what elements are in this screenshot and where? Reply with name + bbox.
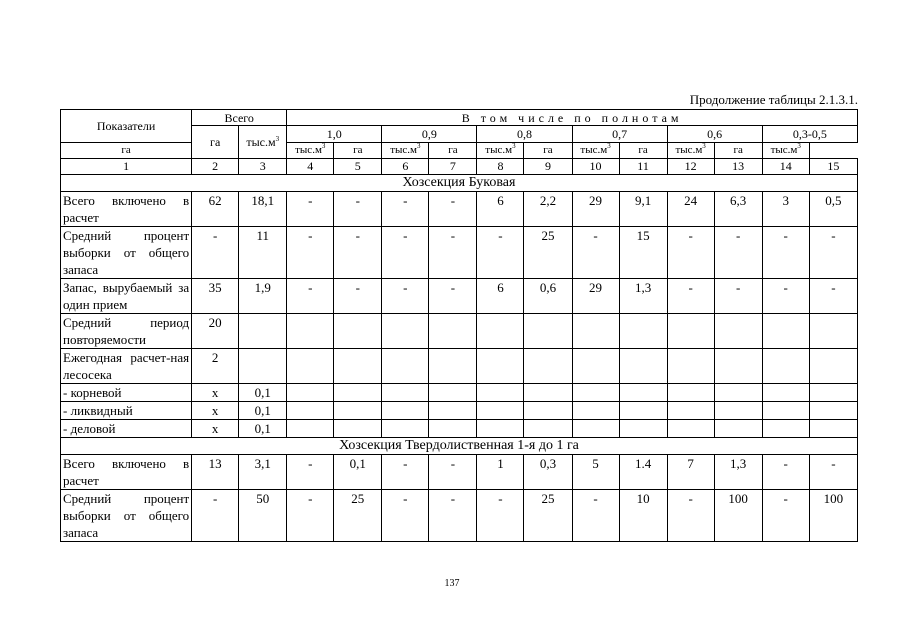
- table-cell: [524, 402, 572, 420]
- table-cell: [429, 349, 477, 384]
- table-cell: [762, 402, 809, 420]
- column-number-cell: 15: [809, 159, 857, 175]
- table-cell: -: [382, 455, 429, 490]
- table-cell: х: [192, 384, 239, 402]
- table-cell: [287, 420, 334, 438]
- density-header: 0,9: [382, 126, 477, 143]
- row-label: - деловой: [61, 420, 192, 438]
- table-cell: 35: [192, 279, 239, 314]
- table-cell: [524, 420, 572, 438]
- table-cell: 29: [572, 279, 619, 314]
- table-cell: -: [477, 227, 524, 279]
- table-cell: 1,9: [239, 279, 287, 314]
- table-cell: -: [287, 227, 334, 279]
- table-cell: [762, 349, 809, 384]
- table-cell: [429, 384, 477, 402]
- table-cell: -: [714, 279, 762, 314]
- table-cell: [667, 314, 714, 349]
- table-cell: 0,1: [239, 384, 287, 402]
- table-cell: 0,5: [809, 192, 857, 227]
- table-cell: [714, 384, 762, 402]
- density-header: 1,0: [287, 126, 382, 143]
- table-cell: х: [192, 420, 239, 438]
- row-label: - ликвидный: [61, 402, 192, 420]
- table-cell: [714, 349, 762, 384]
- table-cell: -: [429, 455, 477, 490]
- indicators-header: Показатели: [61, 110, 192, 143]
- column-number-cell: 3: [239, 159, 287, 175]
- table-cell: х: [192, 402, 239, 420]
- table-cell: -: [572, 227, 619, 279]
- row-label: Средний период повторяемости: [61, 314, 192, 349]
- table-cell: -: [429, 227, 477, 279]
- table-cell: [382, 384, 429, 402]
- unit-ha-cell: га: [334, 143, 382, 159]
- table-cell: 25: [524, 227, 572, 279]
- table-row: [61, 455, 858, 490]
- table-cell: [809, 384, 857, 402]
- table-row: [61, 349, 858, 384]
- table-cell: 7: [667, 455, 714, 490]
- column-number-cell: 2: [192, 159, 239, 175]
- table-cell: [239, 314, 287, 349]
- unit-volume-cell: $тыс.м^3$: [572, 143, 619, 159]
- table-cell: [382, 420, 429, 438]
- table-cell: 1.4: [619, 455, 667, 490]
- row-label: Средний процент выборки от общего запаса: [61, 227, 192, 279]
- table-cell: [477, 349, 524, 384]
- table-cell: [287, 402, 334, 420]
- table-row: [61, 420, 858, 438]
- table-cell: -: [382, 490, 429, 542]
- table-cell: 1,3: [619, 279, 667, 314]
- table-cell: 0,1: [239, 402, 287, 420]
- section-title: Хозсекция Буковая: [61, 175, 858, 192]
- table-cell: -: [429, 490, 477, 542]
- section-title: Хозсекция Твердолиственная 1-я до 1 га: [61, 438, 858, 455]
- table-cell: [762, 314, 809, 349]
- table-cell: [334, 420, 382, 438]
- table-cell: [809, 314, 857, 349]
- column-number-cell: 13: [714, 159, 762, 175]
- table-cell: 50: [239, 490, 287, 542]
- table-cell: 2: [192, 349, 239, 384]
- table-cell: -: [287, 192, 334, 227]
- row-label: Запас, вырубаемый за один прием: [61, 279, 192, 314]
- table-row: [61, 402, 858, 420]
- table-cell: [334, 314, 382, 349]
- column-number-cell: 14: [762, 159, 809, 175]
- table-cell: [667, 349, 714, 384]
- table-cell: [809, 402, 857, 420]
- table-cell: 1: [477, 455, 524, 490]
- table-cell: 100: [809, 490, 857, 542]
- column-number-cell: 10: [572, 159, 619, 175]
- table-cell: -: [714, 227, 762, 279]
- table-cell: [572, 402, 619, 420]
- table-cell: -: [762, 490, 809, 542]
- table-cell: [524, 314, 572, 349]
- table-cell: 15: [619, 227, 667, 279]
- table-cell: -: [192, 490, 239, 542]
- unit-volume-cell: $тыс.м^3$: [667, 143, 714, 159]
- density-header: 0,7: [572, 126, 667, 143]
- table-cell: -: [667, 227, 714, 279]
- table-row: [61, 314, 858, 349]
- row-label: - корневой: [61, 384, 192, 402]
- table-cell: -: [762, 279, 809, 314]
- table-cell: 20: [192, 314, 239, 349]
- table-cell: -: [762, 227, 809, 279]
- table-cell: -: [334, 192, 382, 227]
- table-cell: -: [382, 279, 429, 314]
- row-label: Всего включено в расчет: [61, 192, 192, 227]
- table-cell: -: [762, 455, 809, 490]
- table-cell: 6: [477, 192, 524, 227]
- table-cell: [572, 384, 619, 402]
- table-cell: [287, 314, 334, 349]
- table-cell: -: [809, 279, 857, 314]
- table-cell: [524, 384, 572, 402]
- table-row: [61, 279, 858, 314]
- page-number: 137: [444, 578, 460, 589]
- table-cell: -: [334, 227, 382, 279]
- table-cell: [762, 384, 809, 402]
- table-cell: -: [334, 279, 382, 314]
- unit-volume-cell: $тыс.м^3$: [287, 143, 334, 159]
- table-cell: 10: [619, 490, 667, 542]
- density-header: 0,8: [477, 126, 572, 143]
- table-cell: [429, 420, 477, 438]
- table-cell: -: [667, 490, 714, 542]
- unit-volume-cell: $тыс.м^3$: [382, 143, 429, 159]
- unit-volume-cell: $тыс.м^3$: [477, 143, 524, 159]
- table-cell: 24: [667, 192, 714, 227]
- table-cell: 0,1: [239, 420, 287, 438]
- table-cell: [287, 384, 334, 402]
- table-row: [61, 192, 858, 227]
- row-label: Ежегодная расчет-ная лесосека: [61, 349, 192, 384]
- table-cell: [477, 420, 524, 438]
- table-cell: [572, 349, 619, 384]
- table-cell: [287, 349, 334, 384]
- table-cell: -: [192, 227, 239, 279]
- column-numbers-row: [61, 159, 858, 175]
- table-cell: 0,6: [524, 279, 572, 314]
- including-header: В том числе по полнотам: [287, 110, 858, 126]
- column-number-cell: 9: [524, 159, 572, 175]
- table-cell: [572, 314, 619, 349]
- column-number-cell: 11: [619, 159, 667, 175]
- table-cell: 3,1: [239, 455, 287, 490]
- table-cell: 2,2: [524, 192, 572, 227]
- table-cell: -: [429, 192, 477, 227]
- column-number-cell: 12: [667, 159, 714, 175]
- table-row: [61, 490, 858, 542]
- table-cell: -: [572, 490, 619, 542]
- table-cell: [382, 349, 429, 384]
- table-cell: [334, 384, 382, 402]
- table-cell: 11: [239, 227, 287, 279]
- column-number-cell: 1: [61, 159, 192, 175]
- total-volume-header: $тыс.м^3$: [239, 126, 287, 159]
- table-cell: 0,3: [524, 455, 572, 490]
- header-row-3: [61, 143, 858, 159]
- total-header: Всего: [192, 110, 287, 126]
- table-cell: 13: [192, 455, 239, 490]
- table-cell: [714, 314, 762, 349]
- table-cell: 1,3: [714, 455, 762, 490]
- table-cell: 29: [572, 192, 619, 227]
- table-cell: -: [809, 227, 857, 279]
- column-number-cell: 6: [382, 159, 429, 175]
- table-cell: [382, 314, 429, 349]
- table-cell: [239, 349, 287, 384]
- column-number-cell: 5: [334, 159, 382, 175]
- forest-table: [60, 109, 858, 542]
- row-label: Всего включено в расчет: [61, 455, 192, 490]
- table-cell: [572, 420, 619, 438]
- table-cell: [429, 402, 477, 420]
- table-cell: [429, 314, 477, 349]
- table-cell: [477, 314, 524, 349]
- table-cell: 25: [524, 490, 572, 542]
- table-cell: [714, 420, 762, 438]
- table-cell: [667, 420, 714, 438]
- row-label: Средний процент выборки от общего запаса: [61, 490, 192, 542]
- table-row: [61, 227, 858, 279]
- table-cell: 3: [762, 192, 809, 227]
- table-cell: -: [667, 279, 714, 314]
- table-cell: -: [287, 490, 334, 542]
- table-cell: [619, 314, 667, 349]
- table-cell: -: [809, 455, 857, 490]
- table-cell: -: [382, 227, 429, 279]
- total-ha-header: га: [192, 126, 239, 159]
- table-cell: 18,1: [239, 192, 287, 227]
- table-cell: [477, 402, 524, 420]
- unit-ha-cell: га: [61, 143, 192, 159]
- column-number-cell: 4: [287, 159, 334, 175]
- density-header: 0,3-0,5: [762, 126, 857, 143]
- table-cell: -: [477, 490, 524, 542]
- table-cell: [477, 384, 524, 402]
- unit-ha-cell: га: [619, 143, 667, 159]
- table-caption: Продолжение таблицы 2.1.3.1.: [689, 92, 858, 107]
- header-row-1: [61, 110, 858, 126]
- table-cell: -: [287, 279, 334, 314]
- table-cell: [714, 402, 762, 420]
- table-cell: 6: [477, 279, 524, 314]
- unit-ha-cell: га: [524, 143, 572, 159]
- table-cell: -: [429, 279, 477, 314]
- table-cell: [334, 349, 382, 384]
- table-row: [61, 384, 858, 402]
- column-number-cell: 7: [429, 159, 477, 175]
- table-cell: 25: [334, 490, 382, 542]
- table-cell: [619, 420, 667, 438]
- table-cell: 9,1: [619, 192, 667, 227]
- table-cell: [334, 402, 382, 420]
- table-cell: [619, 402, 667, 420]
- table-cell: [809, 349, 857, 384]
- table-cell: [619, 384, 667, 402]
- table-cell: [619, 349, 667, 384]
- table-cell: 0,1: [334, 455, 382, 490]
- table-cell: [667, 384, 714, 402]
- table-cell: 62: [192, 192, 239, 227]
- unit-ha-cell: га: [714, 143, 762, 159]
- table-cell: [382, 402, 429, 420]
- unit-ha-cell: га: [429, 143, 477, 159]
- table-cell: 5: [572, 455, 619, 490]
- table-cell: -: [287, 455, 334, 490]
- table-cell: [762, 420, 809, 438]
- column-number-cell: 8: [477, 159, 524, 175]
- section-row: [61, 175, 858, 192]
- table-cell: [809, 420, 857, 438]
- table-cell: [667, 402, 714, 420]
- unit-volume-cell: $тыс.м^3$: [762, 143, 809, 159]
- table-cell: 6,3: [714, 192, 762, 227]
- table-cell: -: [382, 192, 429, 227]
- table-cell: [524, 349, 572, 384]
- section-row: [61, 438, 858, 455]
- table-cell: 100: [714, 490, 762, 542]
- density-header: 0,6: [667, 126, 762, 143]
